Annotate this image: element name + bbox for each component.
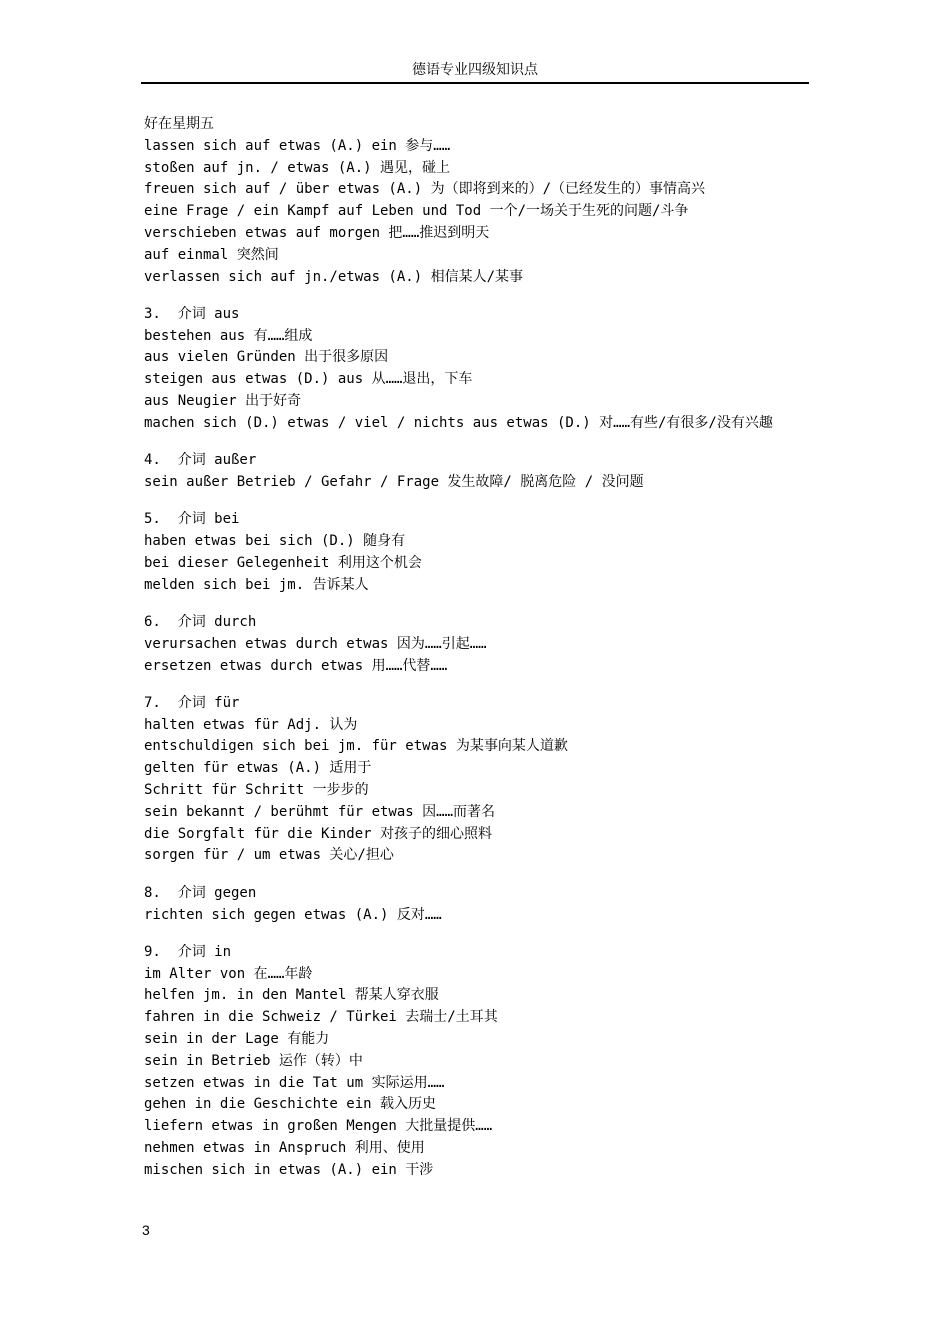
- page-number: 3: [142, 1222, 150, 1238]
- phrase-line: verschieben etwas auf morgen 把……推迟到明天: [144, 224, 490, 241]
- phrase-line: verursachen etwas durch etwas 因为……引起……: [144, 635, 487, 652]
- phrase-line: 好在星期五: [144, 116, 214, 132]
- header-divider: [141, 82, 809, 84]
- section-heading: 7. 介词 für: [144, 694, 240, 711]
- section: [144, 612, 804, 677]
- section-heading: 8. 介词 gegen: [144, 884, 257, 901]
- phrase-line: verlassen sich auf jn./etwas (A.) 相信某人/某事: [144, 268, 524, 285]
- phrase-line: entschuldigen sich bei jm. für etwas 为某事向某人道歉: [144, 738, 568, 755]
- page-header-title: 德语专业四级知识点: [412, 62, 538, 78]
- section: [144, 450, 804, 494]
- section: [144, 942, 804, 1182]
- phrase-line: nehmen etwas in Anspruch 利用、使用: [144, 1139, 425, 1156]
- phrase-line: mischen sich in etwas (A.) ein 干涉: [144, 1161, 434, 1178]
- phrase-line: halten etwas für Adj. 认为: [144, 716, 358, 733]
- phrase-line: machen sich (D.) etwas / viel / nichts aus etwas (D.) 对……有些/有很多/没有兴趣: [144, 414, 773, 431]
- section: [144, 883, 804, 927]
- phrase-line: bei dieser Gelegenheit 利用这个机会: [144, 554, 422, 571]
- section: [144, 693, 804, 867]
- section-heading: 4. 介词 außer: [144, 452, 257, 469]
- phrase-line: helfen jm. in den Mantel 帮某人穿衣服: [144, 987, 439, 1004]
- phrase-line: im Alter von 在……年龄: [144, 965, 313, 982]
- section-heading: 9. 介词 in: [144, 943, 232, 960]
- phrase-line: aus Neugier 出于好奇: [144, 393, 302, 410]
- phrase-line: haben etwas bei sich (D.) 随身有: [144, 533, 406, 550]
- phrase-line: fahren in die Schweiz / Türkei 去瑞士/土耳其: [144, 1009, 498, 1026]
- phrase-line: richten sich gegen etwas (A.) 反对……: [144, 906, 442, 923]
- phrase-line: auf einmal 突然间: [144, 246, 279, 263]
- phrase-line: lassen sich auf etwas (A.) ein 参与……: [144, 137, 451, 154]
- phrase-line: sein in Betrieb 运作（转）中: [144, 1052, 363, 1069]
- section: [144, 509, 804, 596]
- phrase-line: gehen in die Geschichte ein 载入历史: [144, 1096, 437, 1113]
- phrase-line: steigen aus etwas (D.) aus 从……退出，下车: [144, 371, 473, 388]
- document-body: [144, 114, 804, 1197]
- phrase-line: setzen etwas in die Tat um 实际运用……: [144, 1074, 445, 1091]
- phrase-line: stoßen auf jn. / etwas (A.) 遇见，碰上: [144, 159, 451, 176]
- phrase-line: sorgen für / um etwas 关心/担心: [144, 847, 394, 864]
- phrase-line: melden sich bei jm. 告诉某人: [144, 576, 369, 593]
- section-heading: 6. 介词 durch: [144, 613, 257, 630]
- section: [144, 304, 804, 435]
- phrase-line: aus vielen Gründen 出于很多原因: [144, 349, 389, 366]
- phrase-line: gelten für etwas (A.) 适用于: [144, 760, 372, 777]
- section: [144, 114, 804, 288]
- phrase-line: sein außer Betrieb / Gefahr / Frage 发生故障/ 脱离危险 / 没问题: [144, 473, 644, 490]
- phrase-line: ersetzen etwas durch etwas 用……代替……: [144, 657, 448, 674]
- phrase-line: die Sorgfalt für die Kinder 对孩子的细心照料: [144, 825, 493, 842]
- section-heading: 5. 介词 bei: [144, 511, 240, 528]
- phrase-line: freuen sich auf / über etwas (A.) 为（即将到来的）/（已经发生的）事情高兴: [144, 181, 706, 198]
- phrase-line: eine Frage / ein Kampf auf Leben und Tod 一个/一场关于生死的问题/斗争: [144, 203, 689, 220]
- phrase-line: Schritt für Schritt 一步步的: [144, 782, 369, 799]
- phrase-line: sein bekannt / berühmt für etwas 因……而著名: [144, 803, 496, 820]
- phrase-line: sein in der Lage 有能力: [144, 1030, 330, 1047]
- phrase-line: liefern etwas in großen Mengen 大批量提供……: [144, 1118, 493, 1135]
- phrase-line: bestehen aus 有……组成: [144, 327, 313, 344]
- section-heading: 3. 介词 aus: [144, 305, 240, 322]
